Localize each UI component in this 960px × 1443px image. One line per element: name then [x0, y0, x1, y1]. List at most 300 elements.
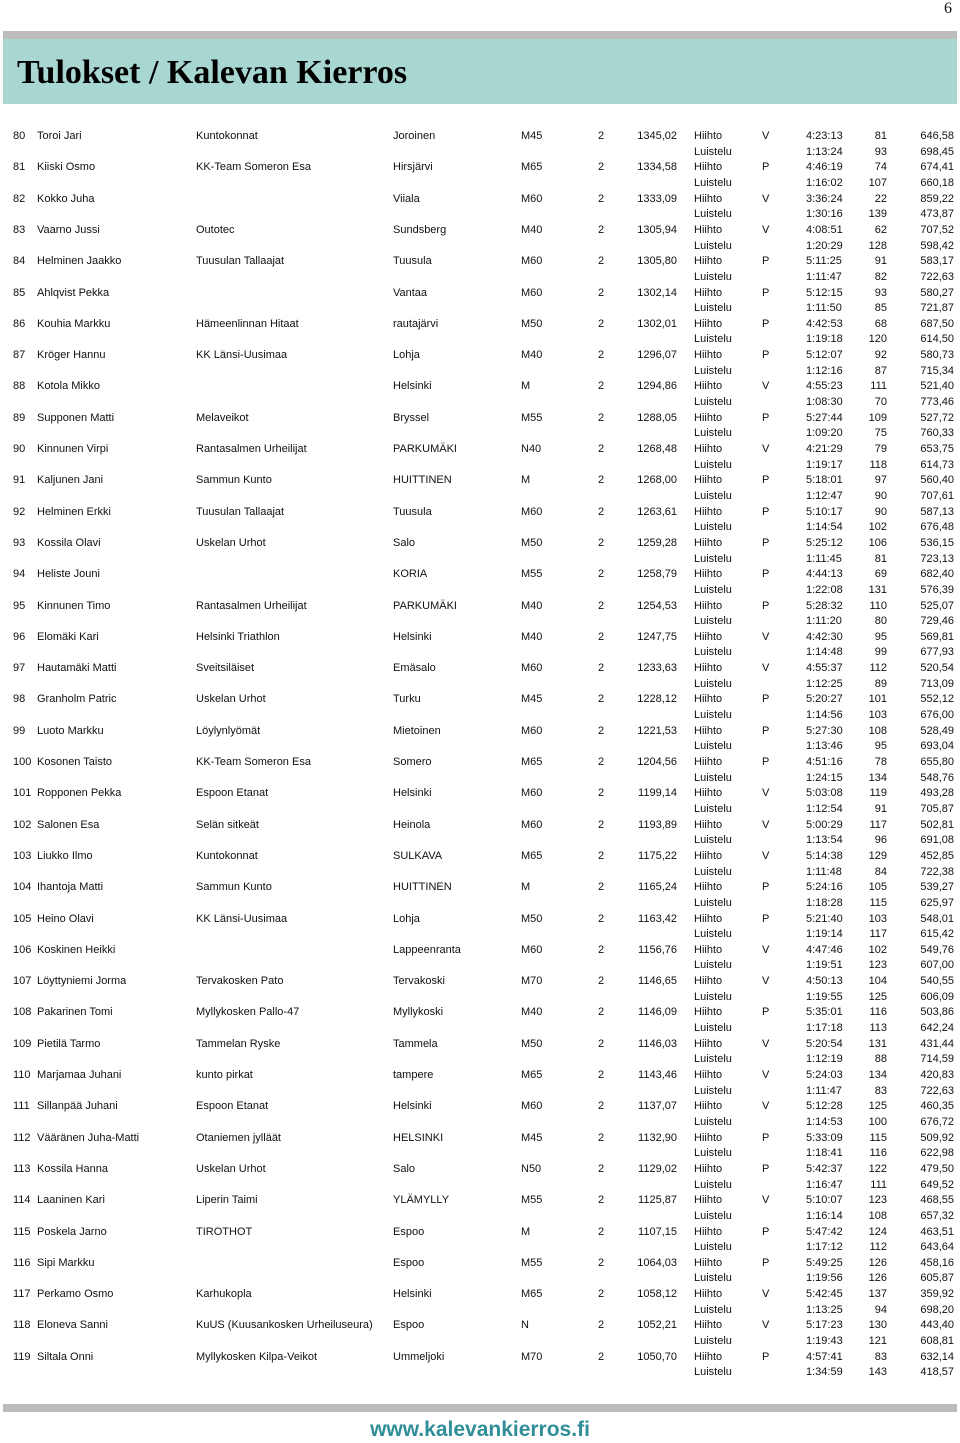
- result-rank: 82: [13, 192, 26, 205]
- finish-time: 1:14:53: [806, 1115, 843, 1128]
- finish-time: 1:19:51: [806, 959, 843, 972]
- competitor-name: Kosonen Taisto: [37, 756, 113, 768]
- result-subrow: [0, 238, 960, 254]
- ski-style: P: [762, 505, 770, 518]
- discipline-position: 99: [874, 646, 887, 659]
- discipline: Luistelu: [694, 396, 732, 408]
- discipline-position: 81: [874, 130, 887, 142]
- competitor-name: Marjamaa Juhani: [37, 1069, 122, 1081]
- event-count: 2: [598, 849, 605, 862]
- discipline: Luistelu: [694, 771, 732, 784]
- finish-time: 1:19:43: [806, 1335, 843, 1347]
- discipline: Luistelu: [694, 1084, 732, 1097]
- result-rank: 113: [13, 1162, 31, 1175]
- age-class: M60: [521, 192, 543, 205]
- total-points: 1254,53: [637, 599, 677, 612]
- event-count: 2: [598, 536, 605, 549]
- discipline: Luistelu: [694, 1053, 732, 1066]
- finish-time: 1:14:54: [806, 521, 843, 534]
- finish-time: 4:55:23: [806, 380, 843, 393]
- club-name: Tammelan Ryske: [196, 1037, 281, 1050]
- city-name: Heinola: [393, 818, 431, 831]
- discipline-score: 729,46: [920, 615, 954, 628]
- event-count: 2: [598, 662, 605, 675]
- result-rank: 102: [13, 818, 32, 831]
- finish-time: 1:22:08: [806, 583, 843, 596]
- discipline-score: 452,85: [920, 849, 954, 862]
- age-class: M45: [521, 693, 543, 706]
- discipline-position: 125: [868, 990, 887, 1003]
- discipline-position: 75: [874, 427, 887, 440]
- finish-time: 1:14:56: [806, 709, 843, 721]
- discipline-position: 103: [868, 912, 887, 925]
- city-name: Lohja: [393, 912, 420, 925]
- discipline-position: 90: [874, 505, 887, 518]
- discipline: Hiihto: [694, 286, 723, 299]
- result-subrow: [0, 1083, 960, 1099]
- discipline-position: 93: [874, 145, 887, 158]
- event-count: 2: [598, 1256, 605, 1269]
- result-subrow: [0, 613, 960, 629]
- city-name: Ummeljoki: [393, 1350, 445, 1363]
- event-count: 2: [598, 1194, 605, 1207]
- city-name: Mietoinen: [393, 724, 441, 737]
- age-class: M: [521, 380, 531, 393]
- discipline-position: 106: [868, 536, 887, 549]
- discipline-score: 676,00: [920, 709, 954, 721]
- discipline: Luistelu: [694, 740, 732, 753]
- total-points: 1305,80: [637, 255, 677, 268]
- discipline: Luistelu: [694, 1335, 732, 1347]
- discipline-position: 88: [874, 1053, 887, 1066]
- club-name: Helsinki Triathlon: [196, 630, 280, 643]
- discipline-score: 707,52: [920, 223, 954, 236]
- competitor-name: Kossila Hanna: [37, 1162, 108, 1175]
- result-subrow: [0, 957, 960, 973]
- club-name: TIROTHOT: [196, 1225, 253, 1238]
- ski-style: V: [762, 849, 770, 862]
- city-name: Helsinki: [393, 1288, 432, 1301]
- result-row: [0, 1317, 960, 1333]
- ski-style: V: [762, 192, 770, 205]
- discipline: Luistelu: [694, 364, 732, 377]
- discipline-position: 134: [868, 1069, 887, 1081]
- result-subrow: [0, 1239, 960, 1255]
- city-name: Espoo: [393, 1225, 425, 1238]
- discipline-position: 123: [868, 1194, 887, 1207]
- city-name: Emäsalo: [393, 662, 436, 675]
- total-points: 1247,75: [637, 630, 677, 643]
- discipline: Hiihto: [694, 1006, 723, 1019]
- city-name: Tuusula: [393, 505, 432, 518]
- finish-time: 1:12:54: [806, 802, 843, 815]
- result-rank: 93: [13, 536, 26, 549]
- result-rank: 109: [13, 1037, 32, 1050]
- city-name: Viiala: [393, 192, 420, 205]
- result-rank: 103: [13, 849, 32, 862]
- result-subrow: [0, 1114, 960, 1130]
- discipline: Hiihto: [694, 411, 723, 424]
- competitor-name: Kröger Hannu: [37, 349, 106, 362]
- discipline-position: 103: [868, 709, 887, 721]
- discipline-score: 646,58: [920, 130, 954, 142]
- discipline-score: 587,13: [920, 505, 954, 518]
- discipline-score: 525,07: [920, 599, 954, 612]
- finish-time: 4:57:41: [806, 1350, 843, 1363]
- event-count: 2: [598, 1288, 605, 1301]
- discipline: Hiihto: [694, 662, 723, 675]
- discipline-position: 83: [874, 1084, 887, 1097]
- event-count: 2: [598, 1006, 605, 1019]
- discipline-score: 608,81: [920, 1335, 954, 1347]
- city-name: Sundsberg: [393, 223, 447, 236]
- ski-style: P: [762, 474, 770, 487]
- event-count: 2: [598, 286, 605, 299]
- discipline-position: 137: [868, 1288, 887, 1301]
- discipline-position: 123: [868, 959, 887, 972]
- result-row: [0, 504, 960, 520]
- discipline-score: 548,76: [920, 771, 954, 784]
- age-class: M60: [521, 662, 543, 675]
- total-points: 1163,42: [638, 912, 677, 925]
- event-count: 2: [598, 1350, 605, 1363]
- finish-time: 5:17:23: [806, 1319, 843, 1332]
- competitor-name: Toroi Jari: [37, 130, 82, 142]
- discipline: Hiihto: [694, 1194, 723, 1207]
- age-class: M60: [521, 1100, 543, 1113]
- discipline: Hiihto: [694, 1288, 723, 1301]
- discipline: Hiihto: [694, 349, 723, 362]
- page-number: 6: [944, 0, 952, 17]
- city-name: Tuusula: [393, 255, 432, 268]
- age-class: M40: [521, 349, 543, 362]
- ski-style: P: [762, 881, 770, 894]
- discipline-score: 359,92: [920, 1288, 954, 1301]
- competitor-name: Heliste Jouni: [37, 568, 100, 581]
- competitor-name: Sipi Markku: [37, 1256, 95, 1269]
- discipline-position: 139: [868, 208, 887, 221]
- city-name: Somero: [393, 756, 432, 768]
- total-points: 1294,86: [637, 380, 677, 393]
- result-row: [0, 691, 960, 707]
- age-class: M60: [521, 787, 543, 800]
- event-count: 2: [598, 756, 605, 768]
- ski-style: V: [762, 1037, 770, 1050]
- discipline-position: 115: [869, 896, 887, 909]
- finish-time: 5:12:07: [806, 349, 843, 362]
- ski-style: P: [762, 161, 770, 174]
- discipline: Hiihto: [694, 255, 723, 268]
- finish-time: 1:16:14: [806, 1209, 843, 1222]
- result-rank: 101: [13, 787, 32, 800]
- finish-time: 5:49:25: [806, 1256, 843, 1269]
- finish-time: 1:19:17: [806, 458, 843, 471]
- discipline: Luistelu: [694, 615, 732, 628]
- total-points: 1058,12: [637, 1288, 677, 1301]
- competitor-name: Koskinen Heikki: [37, 943, 116, 956]
- competitor-name: Elomäki Kari: [37, 630, 99, 643]
- event-count: 2: [598, 255, 605, 268]
- competitor-name: Poskela Jarno: [37, 1225, 107, 1238]
- club-name: Sammun Kunto: [196, 881, 272, 894]
- top-divider: [3, 31, 957, 39]
- discipline-score: 713,09: [920, 677, 954, 690]
- finish-time: 4:50:13: [806, 975, 843, 988]
- discipline: Hiihto: [694, 881, 723, 894]
- finish-time: 1:12:19: [806, 1053, 843, 1066]
- discipline: Hiihto: [694, 130, 723, 142]
- finish-time: 1:19:14: [806, 928, 843, 941]
- discipline-position: 102: [868, 943, 887, 956]
- result-row: [0, 253, 960, 269]
- finish-time: 4:44:13: [806, 568, 843, 581]
- finish-time: 1:11:47: [806, 1084, 842, 1097]
- discipline-position: 117: [869, 928, 887, 941]
- club-name: Hämeenlinnan Hitaat: [196, 317, 299, 330]
- ski-style: P: [762, 349, 770, 362]
- discipline-score: 657,32: [920, 1209, 954, 1222]
- result-subrow: [0, 676, 960, 692]
- discipline-position: 126: [868, 1256, 887, 1269]
- result-row: [0, 285, 960, 301]
- discipline-position: 93: [874, 286, 887, 299]
- discipline-score: 520,54: [920, 662, 954, 675]
- result-row: [0, 629, 960, 645]
- competitor-name: Supponen Matti: [37, 411, 115, 424]
- discipline-score: 539,27: [920, 881, 954, 894]
- competitor-name: Kossila Olavi: [37, 536, 101, 549]
- finish-time: 4:42:53: [806, 317, 843, 330]
- discipline-score: 560,40: [920, 474, 954, 487]
- result-row: [0, 598, 960, 614]
- discipline-position: 94: [874, 1303, 887, 1316]
- result-row: [0, 347, 960, 363]
- discipline: Luistelu: [694, 928, 732, 941]
- age-class: M40: [521, 630, 543, 643]
- total-points: 1050,70: [637, 1350, 677, 1363]
- discipline-position: 120: [868, 333, 887, 346]
- club-name: Espoon Etanat: [196, 787, 269, 800]
- discipline-position: 112: [869, 1241, 887, 1254]
- result-rank: 98: [13, 693, 26, 706]
- city-name: KORIA: [393, 568, 428, 581]
- result-rank: 106: [13, 943, 32, 956]
- result-subrow: [0, 1270, 960, 1286]
- discipline-position: 134: [868, 771, 887, 784]
- club-name: KK-Team Someron Esa: [196, 756, 311, 768]
- result-rank: 84: [13, 255, 26, 268]
- discipline-score: 420,83: [920, 1069, 954, 1081]
- age-class: M40: [521, 223, 543, 236]
- discipline-position: 70: [874, 396, 887, 408]
- discipline-score: 682,40: [920, 568, 954, 581]
- discipline-score: 463,51: [920, 1225, 954, 1238]
- event-count: 2: [598, 630, 605, 643]
- ski-style: V: [762, 1319, 770, 1332]
- competitor-name: Kokko Juha: [37, 192, 95, 205]
- club-name: Sammun Kunto: [196, 474, 272, 487]
- total-points: 1258,79: [637, 568, 677, 581]
- finish-time: 1:16:47: [806, 1178, 843, 1191]
- discipline-score: 552,12: [920, 693, 954, 706]
- event-count: 2: [598, 787, 605, 800]
- age-class: M45: [521, 1131, 543, 1144]
- discipline-score: 473,87: [920, 208, 954, 221]
- result-rank: 94: [13, 568, 26, 581]
- event-count: 2: [598, 411, 605, 424]
- finish-time: 1:17:18: [806, 1022, 843, 1034]
- ski-style: P: [762, 568, 770, 581]
- discipline-score: 503,86: [920, 1006, 954, 1019]
- discipline-position: 22: [874, 192, 887, 205]
- city-name: SULKAVA: [393, 849, 443, 862]
- result-row: [0, 128, 960, 144]
- club-name: Myllykosken Kilpa-Veikot: [196, 1350, 318, 1363]
- finish-time: 4:42:30: [806, 630, 843, 643]
- age-class: M55: [521, 1256, 543, 1269]
- total-points: 1137,07: [638, 1100, 677, 1113]
- competitor-name: Granholm Patric: [37, 693, 117, 706]
- age-class: N50: [521, 1162, 542, 1175]
- finish-time: 4:47:46: [806, 943, 843, 956]
- discipline: Hiihto: [694, 756, 723, 768]
- finish-time: 1:16:02: [806, 176, 843, 189]
- result-rank: 116: [13, 1256, 31, 1269]
- discipline-position: 96: [874, 834, 887, 847]
- result-subrow: [0, 1333, 960, 1349]
- result-row: [0, 660, 960, 676]
- club-name: Tuusulan Tallaajat: [196, 505, 285, 518]
- result-row: [0, 848, 960, 864]
- discipline: Hiihto: [694, 1225, 723, 1238]
- age-class: M45: [521, 130, 543, 142]
- discipline-position: 84: [874, 865, 887, 878]
- ski-style: P: [762, 724, 770, 737]
- finish-time: 1:08:30: [806, 396, 843, 408]
- result-subrow: [0, 1020, 960, 1036]
- discipline: Luistelu: [694, 302, 732, 315]
- discipline: Luistelu: [694, 1209, 732, 1222]
- result-rank: 90: [13, 443, 26, 455]
- finish-time: 1:13:25: [806, 1303, 843, 1316]
- discipline-position: 121: [868, 1335, 887, 1347]
- result-subrow: [0, 1145, 960, 1161]
- event-count: 2: [598, 349, 605, 362]
- finish-time: 1:11:47: [806, 270, 842, 283]
- discipline-score: 540,55: [920, 975, 954, 988]
- discipline-score: 528,49: [920, 724, 954, 737]
- total-points: 1107,15: [638, 1225, 677, 1238]
- discipline-position: 111: [870, 380, 887, 393]
- discipline-position: 113: [869, 1022, 887, 1034]
- discipline-score: 698,20: [920, 1303, 954, 1316]
- result-subrow: [0, 363, 960, 379]
- discipline: Luistelu: [694, 1303, 732, 1316]
- discipline: Luistelu: [694, 489, 732, 502]
- finish-time: 5:47:42: [806, 1225, 843, 1238]
- discipline-score: 548,01: [920, 912, 954, 925]
- total-points: 1268,00: [637, 474, 677, 487]
- ski-style: V: [762, 818, 770, 831]
- event-count: 2: [598, 130, 605, 142]
- finish-time: 1:13:54: [806, 834, 843, 847]
- city-name: Vantaa: [393, 286, 428, 299]
- discipline-position: 112: [869, 662, 887, 675]
- total-points: 1296,07: [637, 349, 677, 362]
- finish-time: 1:09:20: [806, 427, 843, 440]
- club-name: Kuntokonnat: [196, 849, 258, 862]
- total-points: 1268,48: [637, 443, 677, 455]
- event-count: 2: [598, 724, 605, 737]
- discipline: Hiihto: [694, 1319, 723, 1332]
- competitor-name: Laaninen Kari: [37, 1194, 105, 1207]
- city-name: HUITTINEN: [393, 474, 452, 487]
- event-count: 2: [598, 912, 605, 925]
- discipline: Hiihto: [694, 630, 723, 643]
- discipline: Hiihto: [694, 1069, 723, 1081]
- discipline-position: 117: [869, 818, 887, 831]
- total-points: 1259,28: [637, 536, 677, 549]
- discipline-position: 126: [868, 1272, 887, 1285]
- discipline-score: 521,40: [920, 380, 954, 393]
- discipline-score: 714,59: [920, 1053, 954, 1066]
- result-rank: 108: [13, 1006, 32, 1019]
- result-row: [0, 191, 960, 207]
- result-row: [0, 1224, 960, 1240]
- discipline-position: 87: [874, 364, 887, 377]
- age-class: M: [521, 881, 531, 894]
- discipline-score: 705,87: [920, 802, 954, 815]
- discipline-position: 125: [868, 1100, 887, 1113]
- result-subrow: [0, 457, 960, 473]
- title-band: [3, 39, 957, 104]
- bottom-divider: [3, 1404, 957, 1412]
- total-points: 1175,22: [638, 849, 677, 862]
- competitor-name: Kotola Mikko: [37, 380, 100, 393]
- discipline: Hiihto: [694, 568, 723, 581]
- ski-style: V: [762, 443, 770, 455]
- discipline: Hiihto: [694, 161, 723, 174]
- competitor-name: Salonen Esa: [37, 818, 100, 831]
- result-row: [0, 754, 960, 770]
- discipline-position: 111: [870, 1178, 887, 1191]
- discipline: Luistelu: [694, 1272, 732, 1285]
- result-subrow: [0, 1302, 960, 1318]
- discipline-score: 773,46: [920, 396, 954, 408]
- finish-time: 5:20:54: [806, 1037, 843, 1050]
- discipline-position: 97: [874, 474, 887, 487]
- discipline-position: 130: [868, 1319, 887, 1332]
- result-row: [0, 879, 960, 895]
- event-count: 2: [598, 380, 605, 393]
- result-row: [0, 222, 960, 238]
- result-subrow: [0, 801, 960, 817]
- discipline: Luistelu: [694, 1115, 732, 1128]
- event-count: 2: [598, 192, 605, 205]
- footer-url-link[interactable]: www.kalevankierros.fi: [370, 1418, 590, 1441]
- discipline-score: 642,24: [920, 1022, 954, 1034]
- discipline-position: 110: [869, 599, 887, 612]
- competitor-name: Kinnunen Timo: [37, 599, 111, 612]
- event-count: 2: [598, 223, 605, 236]
- finish-time: 4:46:19: [806, 161, 843, 174]
- result-subrow: [0, 175, 960, 191]
- discipline: Luistelu: [694, 270, 732, 283]
- result-subrow: [0, 926, 960, 942]
- club-name: Kuntokonnat: [196, 130, 258, 142]
- discipline: Luistelu: [694, 1241, 732, 1254]
- discipline-score: 458,16: [920, 1256, 954, 1269]
